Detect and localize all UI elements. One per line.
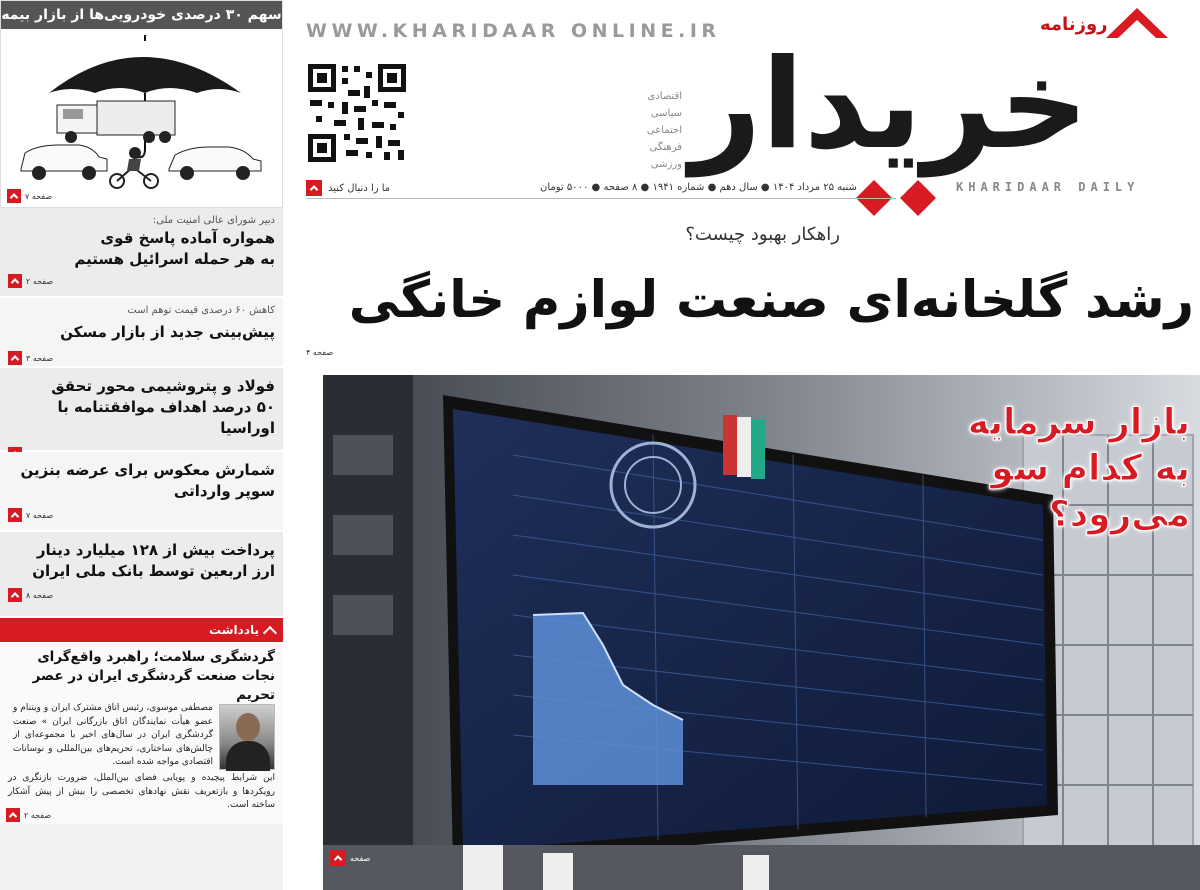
cartoon-page-tag[interactable]: صفحه ۷ bbox=[7, 189, 52, 203]
story-5-page-tag[interactable]: صفحه ۸ bbox=[8, 588, 275, 602]
story-4-page-tag[interactable]: صفحه ۷ bbox=[8, 508, 275, 522]
editorial-page-tag[interactable]: صفحه ۲ bbox=[6, 808, 51, 822]
sidebar-story-2[interactable]: کاهش ۶۰ درصدی قیمت توهم است پیش‌بینی جدید از بازار مسکن صفحه ۳ bbox=[0, 298, 283, 368]
editorial-headline-2: نجات صنعت گردشگری ایران در عصر تحریم bbox=[32, 668, 275, 703]
qr-code-icon[interactable] bbox=[306, 62, 408, 164]
sidebar-story-4[interactable]: شمارش معکوس برای عرضه بنزین سوپر وارداتی صفحه ۷ bbox=[0, 452, 283, 532]
chevron-up-icon bbox=[8, 588, 22, 602]
chevron-up-icon bbox=[8, 351, 22, 365]
umbrella-cars-illustration bbox=[9, 31, 273, 193]
masthead-divider bbox=[306, 198, 896, 199]
chevron-up-icon bbox=[330, 850, 346, 866]
author-photo bbox=[219, 704, 275, 770]
cartoon-title: سهم ۳۰ درصدی خودرویی‌ها از بازار بیمه bbox=[1, 1, 282, 29]
daily-label: KHARIDAAR DAILY bbox=[956, 180, 1140, 194]
newspaper-logo[interactable]: خریدار bbox=[690, 33, 1089, 177]
main-headline[interactable]: رشد گلخانه‌ای صنعت لوازم خانگی bbox=[348, 271, 1194, 330]
sidebar-story-5[interactable]: پرداخت بیش از ۱۲۸ میلیارد دینار ارز اربعین توسط بانک ملی ایران صفحه ۸ bbox=[0, 532, 283, 618]
cartoon-box[interactable] bbox=[0, 0, 283, 208]
main-kicker: راهکار بهبود چیست؟ bbox=[685, 224, 840, 245]
site-url[interactable]: WWW.KHARIDAAR ONLINE.IR bbox=[306, 20, 721, 42]
sidebar-story-3[interactable]: فولاد و پتروشیمی محور تحقق ۵۰ درصد اهداف موافقتنامه با اوراسیا bbox=[0, 368, 283, 452]
editorial-headline-1: گردشگری سلامت؛ راهبرد واقع‌گرای bbox=[37, 649, 275, 665]
photo-caption[interactable]: بازار سرمایه به کدام سو می‌رود؟ bbox=[967, 402, 1190, 535]
date-line: شنبه ۲۵ مرداد ۱۴۰۴ ● سال دهم ● شماره ۱۹۴۱ ● ۸ صفحه ● ۵۰۰۰ تومان bbox=[540, 182, 857, 193]
rooznameh-label: روزنامه bbox=[1040, 14, 1108, 35]
chevron-up-icon bbox=[263, 625, 277, 639]
story-1-page-tag[interactable]: صفحه ۲ bbox=[8, 274, 275, 288]
chevron-up-icon bbox=[8, 274, 22, 288]
editorial-label-bar[interactable]: یادداشت bbox=[0, 618, 283, 642]
editorial-box[interactable] bbox=[0, 642, 283, 824]
main-page-tag[interactable]: صفحه ۴ bbox=[306, 348, 334, 357]
chevron-up-icon bbox=[8, 508, 22, 522]
chevron-up-icon bbox=[7, 189, 21, 203]
photo-page-tag[interactable]: صفحه bbox=[330, 850, 370, 866]
sections-list: اقتصادی سیاسی اجتماعی فرهنگی ورزشی bbox=[646, 91, 682, 170]
chevron-up-icon bbox=[6, 808, 20, 822]
chevron-up-icon bbox=[306, 180, 322, 196]
follow-us[interactable]: ما را دنبال کنید bbox=[306, 180, 390, 196]
editorial-body-2: این شرایط پیچیده و پویایی فضای بین‌الملل، ضرورت بازنگری در رویکردها و بازتعریف نقش نهادهای تخصصی را بیش از پیش آشکار ساخته است. bbox=[8, 773, 275, 810]
logo-chevron-icon bbox=[1102, 2, 1172, 42]
editorial-body-1: مصطفی موسوی، رئیس اتاق مشترک ایران و ویتنام و عضو هیأت نمایندگان اتاق بازرگانی ایران » صنعت گردشگری ایران در سال‌های اخیر با مجموعه‌ای از چالش‌های ساختاری، تحریم‌های بین‌المللی و نوسانات اقتصادی مواجه شده است. bbox=[13, 703, 213, 767]
story-2-page-tag[interactable]: صفحه ۳ bbox=[8, 351, 275, 365]
sidebar bbox=[0, 0, 283, 890]
sidebar-story-1[interactable]: دبیر شورای عالی امنیت ملی: همواره آماده پاسخ قوی به هر حمله اسرائیل هستیم صفحه ۲ bbox=[0, 208, 283, 298]
